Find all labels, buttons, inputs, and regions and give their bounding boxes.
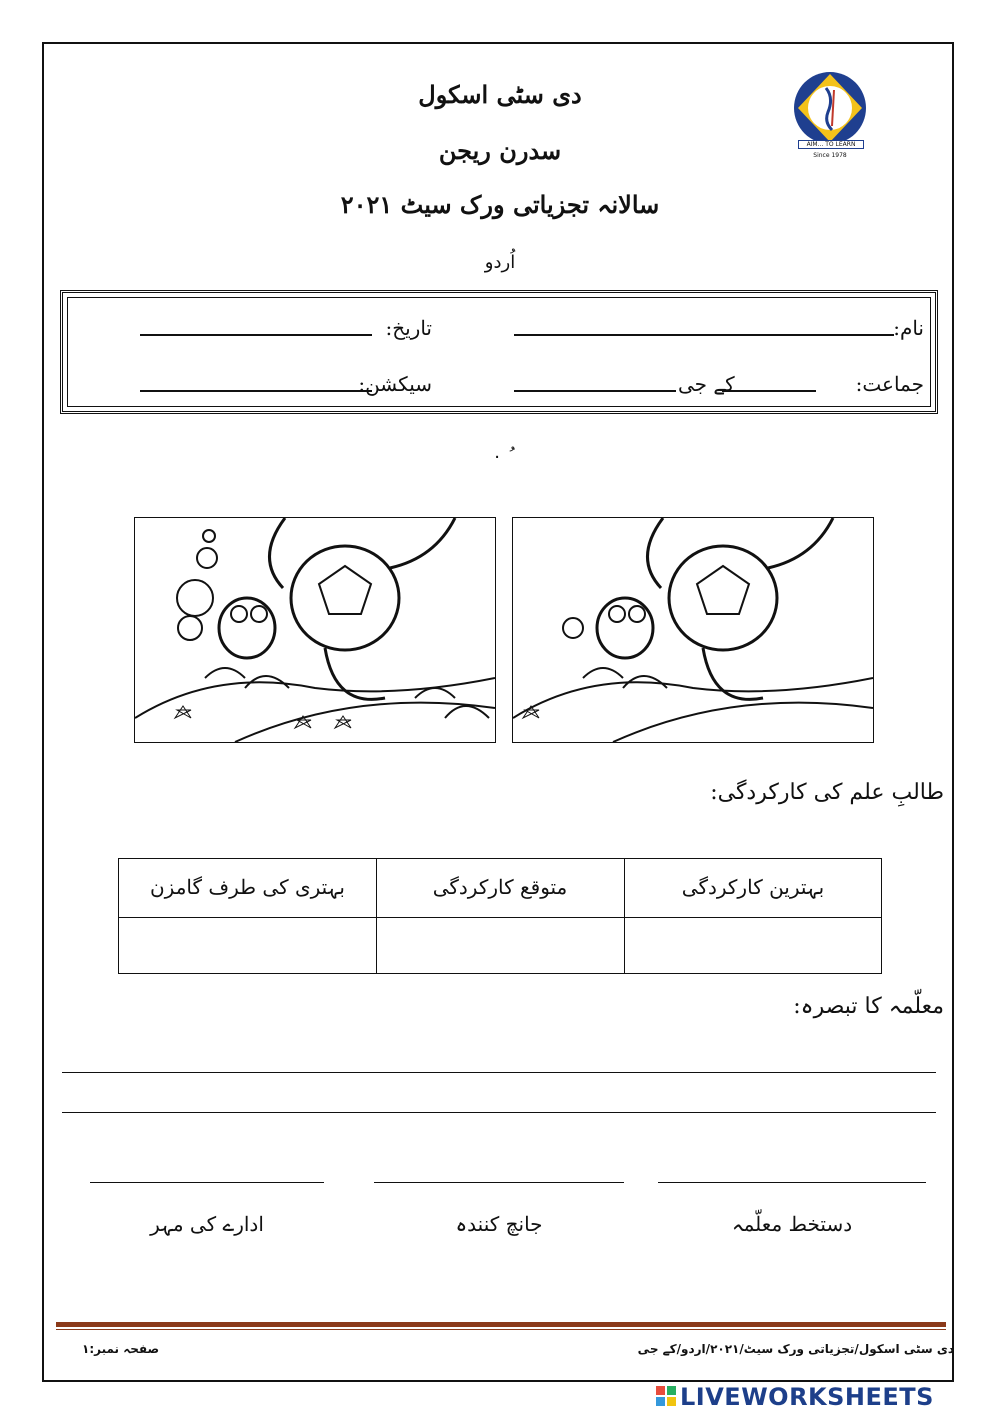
column-expected-performance: متوقع کارکردگی xyxy=(432,875,568,899)
subject-title: اُردو xyxy=(484,252,516,273)
date-input-line[interactable] xyxy=(140,334,372,336)
logo-since: Since 1978 xyxy=(813,152,847,159)
examiner-signature-line[interactable] xyxy=(374,1182,624,1183)
examiner-signature-label: جانچ کنندہ xyxy=(455,1212,543,1236)
class-label: جماعت: xyxy=(855,372,924,396)
section-input-line[interactable] xyxy=(140,390,372,392)
liveworksheets-watermark: LIVEWORKSHEETS xyxy=(680,1383,934,1411)
name-input-line[interactable] xyxy=(514,334,894,336)
teacher-comment-label: معلّمہ کا تبصرہ: xyxy=(793,994,944,1019)
section-label: سیکشن: xyxy=(358,372,432,396)
class-input-line-left[interactable] xyxy=(514,390,676,392)
school-logo xyxy=(790,68,870,164)
cell-improving[interactable] xyxy=(120,918,375,973)
cell-expected-performance[interactable] xyxy=(377,918,623,973)
name-label: نام: xyxy=(893,316,924,340)
class-input-line-right[interactable] xyxy=(722,390,816,392)
region-name: سدرن ریجن xyxy=(438,136,562,165)
cell-best-performance[interactable] xyxy=(625,918,881,973)
picture-right[interactable] xyxy=(512,517,874,743)
school-name: دی سٹی اسکول xyxy=(418,80,582,109)
student-info-box xyxy=(60,290,938,414)
picture-left[interactable] xyxy=(134,517,496,743)
instruction-marks: ُ ٠ xyxy=(492,446,508,467)
date-label: تاریخ: xyxy=(385,316,432,340)
footer-rule xyxy=(56,1322,946,1327)
footer-rule-thin xyxy=(56,1329,946,1330)
footer-page-number: صفحہ نمبر:۱ xyxy=(82,1342,160,1356)
stamp-line[interactable] xyxy=(90,1182,324,1183)
teacher-signature-label: دستخط معلّمہ xyxy=(731,1212,853,1236)
logo-motto: AIM... TO LEARN xyxy=(798,140,864,149)
class-value: کے جی xyxy=(678,372,735,396)
performance-label: طالبِ علم کی کارکردگی: xyxy=(710,780,944,805)
teacher-signature-line[interactable] xyxy=(658,1182,926,1183)
column-improving: بہتری کی طرف گامزن xyxy=(149,875,345,899)
performance-table xyxy=(118,858,882,974)
institution-stamp-label: ادارے کی مہر xyxy=(150,1212,264,1236)
worksheet-title: سالانہ تجزیاتی ورک سیٹ ۲۰۲۱ xyxy=(340,190,660,219)
liveworksheets-icon xyxy=(656,1386,676,1406)
comment-line-2[interactable] xyxy=(62,1112,936,1113)
comment-line-1[interactable] xyxy=(62,1072,936,1073)
column-best-performance: بہترین کارکردگی xyxy=(681,875,825,899)
footer-document-ref: دی سٹی اسکول/تجزیاتی ورک سیٹ/۲۰۲۱/اردو/کے جی xyxy=(637,1342,954,1356)
